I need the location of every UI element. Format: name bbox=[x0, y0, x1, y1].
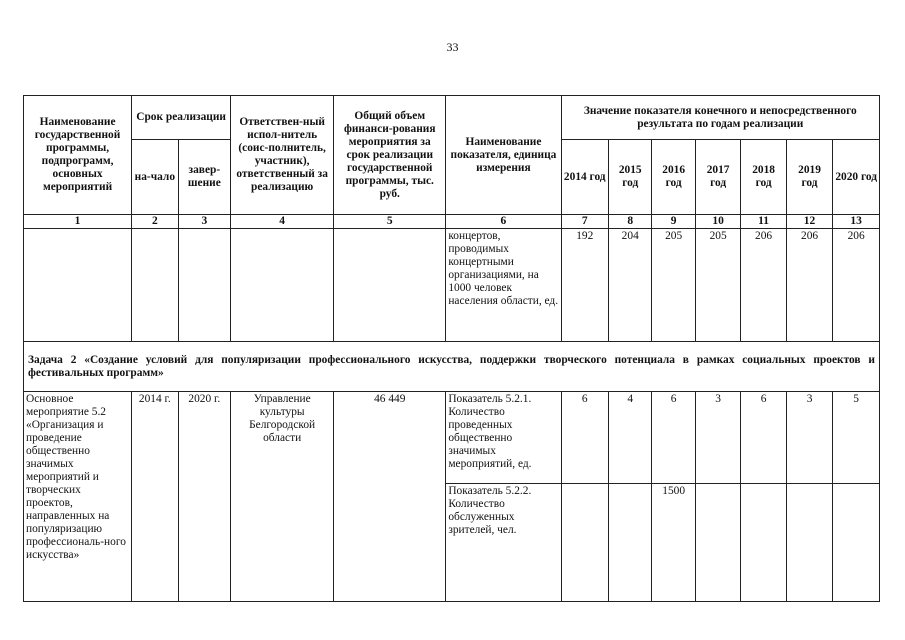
header-year: 2017 год bbox=[695, 140, 740, 215]
column-number: 12 bbox=[786, 215, 832, 229]
table-row-activity bbox=[24, 392, 880, 484]
indicator-value: 205 bbox=[695, 229, 740, 342]
indicator-value bbox=[609, 484, 652, 602]
header-values: Значение показателя конечного и непосредственного результата по годам реализации bbox=[561, 96, 879, 140]
header-start: на-чало bbox=[132, 140, 178, 215]
indicator-value: 205 bbox=[652, 229, 695, 342]
indicator-value: 192 bbox=[561, 229, 608, 342]
indicator-value: 6 bbox=[741, 392, 786, 484]
task-heading: Задача 2 «Создание условий для популяризации профессионального искусства, поддержки творческого потенциала в рамках социальных проектов и фестивальных программ» bbox=[24, 342, 880, 392]
activity-funding: 46 449 bbox=[334, 392, 446, 602]
task-row bbox=[24, 342, 880, 392]
empty-cell bbox=[132, 229, 178, 342]
activity-name: Основное мероприятие 5.2 «Организация и проведение общественно значимых мероприятий и творческих проектов, направленных на популяризацию профессиональ-ного искусства» bbox=[24, 392, 132, 602]
indicator-value bbox=[833, 484, 880, 602]
column-number: 9 bbox=[652, 215, 695, 229]
indicator-value bbox=[695, 484, 740, 602]
column-number: 10 bbox=[695, 215, 740, 229]
column-number: 5 bbox=[334, 215, 446, 229]
table-row-continuation bbox=[24, 229, 880, 342]
indicator-value: 4 bbox=[609, 392, 652, 484]
indicator-value: 206 bbox=[741, 229, 786, 342]
column-number: 4 bbox=[231, 215, 334, 229]
indicator-name: концертов, проводимых концертными организациями, на 1000 человек населения области, ед. bbox=[446, 229, 561, 342]
header-year: 2015 год bbox=[609, 140, 652, 215]
header-funding: Общий объем финанси-рования мероприятия за срок реализации государственной программы, тыс. руб. bbox=[334, 96, 446, 215]
indicator-value: 204 bbox=[609, 229, 652, 342]
column-number: 1 bbox=[24, 215, 132, 229]
program-table bbox=[23, 95, 880, 602]
column-number: 3 bbox=[178, 215, 231, 229]
column-number: 13 bbox=[833, 215, 880, 229]
header-end: завер-шение bbox=[178, 140, 231, 215]
page-number: 33 bbox=[446, 40, 459, 54]
column-number: 11 bbox=[741, 215, 786, 229]
indicator-name: Показатель 5.2.1. Количество проведенных общественно значимых мероприятий, ед. bbox=[446, 392, 561, 484]
empty-cell bbox=[178, 229, 231, 342]
activity-end: 2020 г. bbox=[178, 392, 231, 602]
indicator-value: 206 bbox=[786, 229, 832, 342]
indicator-value bbox=[561, 484, 608, 602]
indicator-value: 6 bbox=[652, 392, 695, 484]
header-name: Наименование государственной программы, подпрограмм, основных мероприятий bbox=[24, 96, 132, 215]
header-year: 2019 год bbox=[786, 140, 832, 215]
column-number: 2 bbox=[132, 215, 178, 229]
header-period: Срок реализации bbox=[132, 96, 231, 140]
indicator-value: 1500 bbox=[652, 484, 695, 602]
empty-cell bbox=[24, 229, 132, 342]
empty-cell bbox=[231, 229, 334, 342]
column-number: 8 bbox=[609, 215, 652, 229]
header-year: 2014 год bbox=[561, 140, 608, 215]
indicator-value: 206 bbox=[833, 229, 880, 342]
empty-cell bbox=[334, 229, 446, 342]
column-number: 6 bbox=[446, 215, 561, 229]
header-row-1 bbox=[24, 96, 880, 140]
column-number: 7 bbox=[561, 215, 608, 229]
indicator-value: 6 bbox=[561, 392, 608, 484]
indicator-value: 5 bbox=[833, 392, 880, 484]
header-year: 2016 год bbox=[652, 140, 695, 215]
indicator-value: 3 bbox=[786, 392, 832, 484]
header-year: 2018 год bbox=[741, 140, 786, 215]
header-responsible: Ответствен-ный испол-нитель (соис-полнитель, участник), ответственный за реализацию bbox=[231, 96, 334, 215]
activity-start: 2014 г. bbox=[132, 392, 178, 602]
indicator-value: 3 bbox=[695, 392, 740, 484]
indicator-name: Показатель 5.2.2. Количество обслуженных зрителей, чел. bbox=[446, 484, 561, 602]
indicator-value bbox=[786, 484, 832, 602]
activity-responsible: Управление культуры Белгородской области bbox=[231, 392, 334, 602]
indicator-value bbox=[741, 484, 786, 602]
header-year: 2020 год bbox=[833, 140, 880, 215]
header-indicator: Наименование показателя, единица измерения bbox=[446, 96, 561, 215]
column-number-row bbox=[24, 215, 880, 229]
